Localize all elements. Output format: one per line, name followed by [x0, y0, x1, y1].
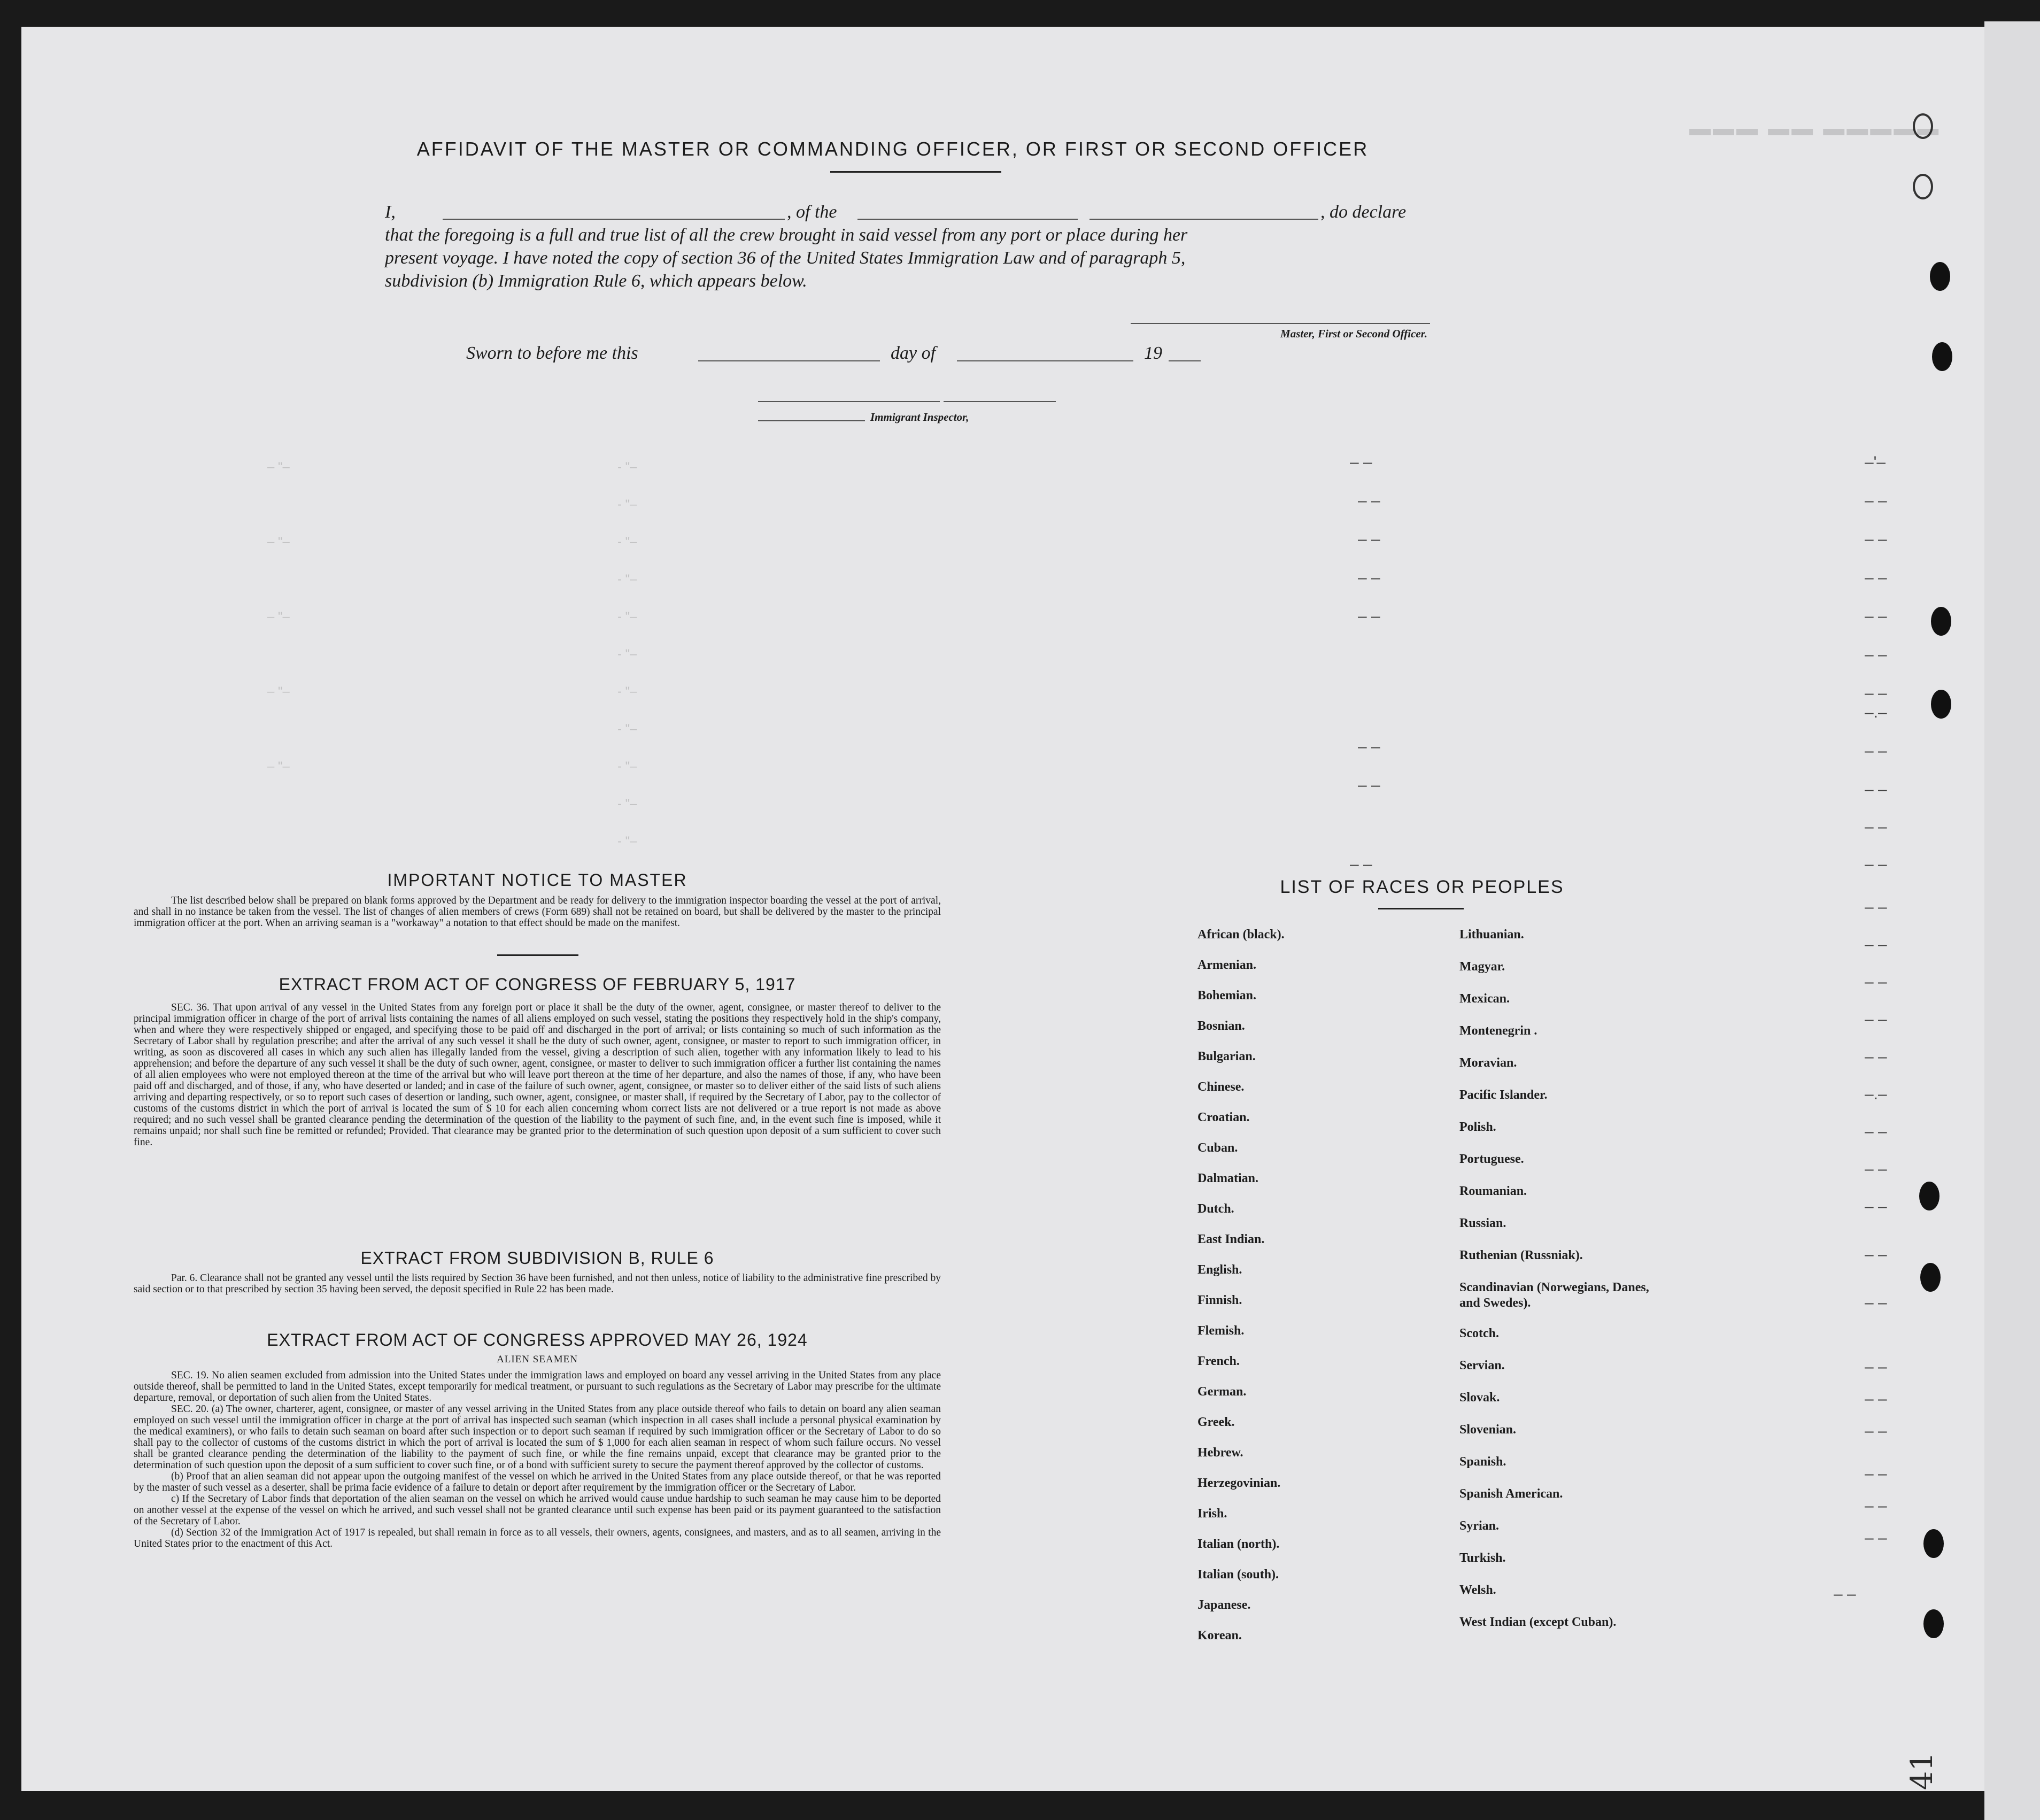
race-item: Korean.: [1197, 1629, 1242, 1642]
sec-20a: SEC. 20. (a) The owner, charterer, agent, consignee, or master of any vessel arriving in the United States from any place outside thereof who fails to detain on board any alien seaman employed on such vessel until the immigration officer in charge at the port of arrival has inspected such seaman (which inspection in all cases shall include a personal physical examination by the medical examiners), or who fails to detain such seaman on board after such inspection or to deport such seaman if required by such immigration officer or the Secretary of Labor to do so shall pay to the collector of customs of the customs district in which the port of arrival is located the sum of $ 1,000 for each alien seaman in respect of whom such failure occurs. No vessel shall be granted clearance pending the determination of the liability to the payment of such fine, or while the fine remains unpaid, except that clearance may be granted prior to the determination of such question upon the deposit of a sum sufficient to cover such fine, or of a bond with sufficient surety to secure the payment thereof approved by the collector of customs.: [134, 1403, 941, 1471]
declaration-line-2: that the foregoing is a full and true list of all the crew brought in said vessel from any port or place during her: [385, 225, 1188, 245]
declaration-line-3: present voyage. I have noted the copy of section 36 of the United States Immigration Law and of paragraph 5,: [385, 248, 1186, 268]
race-item: English.: [1197, 1263, 1242, 1277]
race-item: Finnish.: [1197, 1293, 1242, 1307]
extract-rule6-title: EXTRACT FROM SUBDIVISION B, RULE 6: [360, 1248, 714, 1268]
race-item: Italian (north).: [1197, 1537, 1280, 1551]
vessel-name-line-2: [1089, 219, 1318, 220]
race-item: Turkish.: [1459, 1551, 1506, 1565]
races-title: LIST OF RACES OR PEOPLES: [1280, 877, 1564, 897]
declarant-name-line: [443, 219, 785, 220]
race-item: Magyar.: [1459, 960, 1505, 974]
sec-20d: (d) Section 32 of the Immigration Act of 1917 is repealed, but shall remain in force as to all vessels, their owners, agents, consignees, and masters, and as to all seamen, arriving in the United States prior to the enactment of this Act.: [134, 1527, 941, 1549]
extract-1917-body: SEC. 36. That upon arrival of any vessel in the United States from any foreign port or place it shall be the duty of the owner, agent, consignee, or master thereof to deliver to the principal immigration officer in charge of the port of arrival lists containing the names of all aliens employed on such vessel, stating the positions they respectively hold in the ship's company, when and where they were respectively shipped or engaged, and specifying those to be paid off and discharged in the port of arrival; or lists containing so much of such information as the Secretary of Labor shall by regulation prescribe; and after the arrival of any such vessel it shall be the duty of such owner, agent, consignee, or master to report to such immigration officer, in writing, as soon as discovered all cases in which any such alien has illegally landed from the vessel, giving a description of such alien, together with any information likely to lead to his apprehension; and before the departure of any such vessel it shall be the duty of such owner, agent, consignee, or master to deliver to such immigration officer a further list containing the names of all alien employees who were not employed thereon at the time of the arrival but who will leave port thereon at the time of her departure, and also the names of those, if any, who have been paid off and discharged, and of those, if any, who have deserted or landed; and in case of the failure of such owner, agent, consignee, or master so to deliver either of the said lists of such aliens arriving and departing respectively, or so to report such cases of desertion or landing, such owner, agent, consignee, or master shall, if required by the Secretary of Labor, pay to the collector of customs of the customs district in which the port of arrival is located the sum of $ 10 for each alien concerning whom correct lists are not delivered or a true report is not made as above required; and no such vessel shall be granted clearance pending the determination of the question of the liability to the payment of such fine, and, in the event such fine is imposed, while it remains unpaid; nor shall such fine be remitted or refunded; Provided. That clearance may be granted prior to the determination of such question upon deposit of a sum sufficient to cover such fine.: [134, 1002, 941, 1148]
handwritten-note: 41: [1905, 1752, 1940, 1791]
inspector-prefix-line: [758, 420, 865, 421]
inspector-signature-line: [758, 401, 940, 402]
race-item: African (black).: [1197, 928, 1285, 942]
sworn-day-line: [698, 360, 880, 361]
bleed-through-text: ▬▬▬ ▬▬ ▬▬▬▬▬: [1689, 117, 1941, 140]
sec-20c: c) If the Secretary of Labor finds that deportation of the alien seaman on the vessel on which he arrived would cause undue hardship to such seaman he may cause him to be deported on another vessel at the expense of the vessel on which he arrived, and such vessel shall not be granted clearance until such expense has been paid or its payment guaranteed to the satisfaction of the Secretary of Labor.: [134, 1493, 941, 1527]
race-item: Mexican.: [1459, 992, 1510, 1006]
extract-1924-body: [134, 1370, 941, 1549]
notice-body: The list described below shall be prepared on blank forms approved by the Department and be ready for delivery to the immigration inspector boarding the vessel at the port of arrival, and shall in no instance be taken from the vessel. The list of changes of alien members of crews (Form 689) shall not be retained on board, but shall be delivered by the master to the principal immigration officer at the port. When an arriving seaman is a "workaway" a notation to that effect should be made on the manifest.: [134, 895, 941, 929]
race-item: Chinese.: [1197, 1080, 1245, 1094]
extract-1924-title: EXTRACT FROM ACT OF CONGRESS APPROVED MAY 26, 1924: [267, 1330, 808, 1349]
sworn-label: Sworn to before me this: [466, 343, 638, 363]
vessel-name-line: [857, 219, 1078, 220]
sec-20b: (b) Proof that an alien seaman did not appear upon the outgoing manifest of the vessel on which he arrived in the United States from any place outside thereof, or that he was reported by the master of such vessel as a deserter, shall be prima facie evidence of a failure to detain or deport after requirement by the immigration officer or the Secretary of Labor.: [134, 1471, 941, 1493]
race-item: German.: [1197, 1385, 1247, 1399]
race-item: Syrian.: [1459, 1519, 1500, 1533]
race-item: Bohemian.: [1197, 989, 1257, 1002]
race-item: Ruthenian (Russniak).: [1459, 1248, 1583, 1262]
sec-19: SEC. 19. No alien seamen excluded from admission into the United States under the immigration laws and employed on board any vessel arriving in the United States from any place outside thereof, shall be permitted to land in the United States, except temporarily for medical treatment, or pursuant to such regulations as the Secretary of Labor may prescribe for the ultimate departure, removal, or deportation of such alien from the United States.: [134, 1370, 941, 1403]
race-item: Slovenian.: [1459, 1423, 1517, 1437]
race-item: Irish.: [1197, 1507, 1227, 1521]
punch-hole: [1930, 262, 1950, 291]
race-item: Slovak.: [1459, 1391, 1500, 1405]
races-title-underline: [1378, 908, 1464, 909]
race-item: Polish.: [1459, 1120, 1496, 1134]
notice-title: IMPORTANT NOTICE TO MASTER: [387, 870, 687, 890]
declaration-line-4: subdivision (b) Immigration Rule 6, which appears below.: [385, 271, 807, 291]
race-item: Welsh.: [1459, 1583, 1496, 1597]
extract-1924-subtitle: ALIEN SEAMEN: [497, 1354, 578, 1365]
affidavit-title: AFFIDAVIT OF THE MASTER OR COMMANDING OFFICER, OR FIRST OR SECOND OFFICER: [416, 138, 1369, 160]
signature-caption: Master, First or Second Officer.: [1280, 327, 1427, 340]
inspector-caption: Immigrant Inspector,: [870, 411, 969, 423]
race-item: Dalmatian.: [1197, 1171, 1258, 1185]
punch-hole: [1932, 342, 1952, 371]
inspector-signature-line-2: [944, 401, 1056, 402]
signature-line: [1131, 323, 1430, 324]
title-underline: [830, 171, 1001, 173]
race-item: Lithuanian.: [1459, 928, 1524, 942]
sworn-month-line: [957, 360, 1133, 361]
vessel-label: , of the: [787, 202, 837, 222]
race-item: Japanese.: [1197, 1598, 1251, 1612]
race-item: Bulgarian.: [1197, 1050, 1256, 1063]
extract-1917-title: EXTRACT FROM ACT OF CONGRESS OF FEBRUARY 5, 1917: [279, 975, 796, 994]
race-item: East Indian.: [1197, 1232, 1265, 1246]
punch-hole: [1923, 1609, 1944, 1638]
extract-rule6-body: Par. 6. Clearance shall not be granted any vessel until the lists required by Section 36 have been furnished, and not then unless, notice of liability to the administrative fine prescribed by said section or to that prescribed by section 35 having been served, the deposit specified in Rule 22 has been made.: [134, 1273, 941, 1295]
declare-label: , do declare: [1320, 202, 1407, 222]
day-of-label: day of: [891, 343, 936, 363]
race-item: French.: [1197, 1354, 1240, 1368]
punch-hole: [1931, 690, 1951, 719]
race-item: West Indian (except Cuban).: [1459, 1615, 1617, 1629]
race-item: Russian.: [1459, 1216, 1506, 1230]
race-item: Scandinavian (Norwegians, Danes, and Swedes).: [1459, 1281, 1649, 1310]
race-item: Spanish.: [1459, 1455, 1506, 1469]
race-item: Greek.: [1197, 1415, 1235, 1429]
race-item: Moravian.: [1459, 1056, 1517, 1070]
race-item: Hebrew.: [1197, 1446, 1243, 1460]
declarant-label: I,: [385, 202, 396, 222]
race-item: Pacific Islander.: [1459, 1088, 1548, 1102]
race-item: Servian.: [1459, 1359, 1505, 1372]
race-item: Croatian.: [1197, 1110, 1250, 1124]
section-divider: [497, 954, 578, 956]
race-item: Flemish.: [1197, 1324, 1245, 1338]
declaration-text: [385, 200, 1433, 292]
punch-hole: [1920, 1263, 1941, 1292]
race-item: Italian (south).: [1197, 1568, 1279, 1582]
race-item: Cuban.: [1197, 1141, 1238, 1155]
punch-hole: [1919, 1182, 1939, 1210]
punch-hole: [1913, 174, 1933, 199]
race-item: Herzegovinian.: [1197, 1476, 1281, 1490]
race-item: Scotch.: [1459, 1327, 1499, 1340]
race-item: Bosnian.: [1197, 1019, 1245, 1033]
facing-page-edge: [1984, 21, 2040, 1820]
race-item: Armenian.: [1197, 958, 1256, 972]
race-item: Dutch.: [1197, 1202, 1234, 1216]
race-item: Roumanian.: [1459, 1184, 1527, 1198]
sworn-year-line: [1169, 360, 1201, 361]
race-item: Spanish American.: [1459, 1487, 1563, 1501]
punch-hole: [1923, 1529, 1944, 1558]
race-item: Portuguese.: [1459, 1152, 1524, 1166]
punch-hole: [1931, 607, 1951, 636]
year-label: 19: [1144, 343, 1162, 363]
race-item: Montenegrin .: [1459, 1024, 1537, 1038]
